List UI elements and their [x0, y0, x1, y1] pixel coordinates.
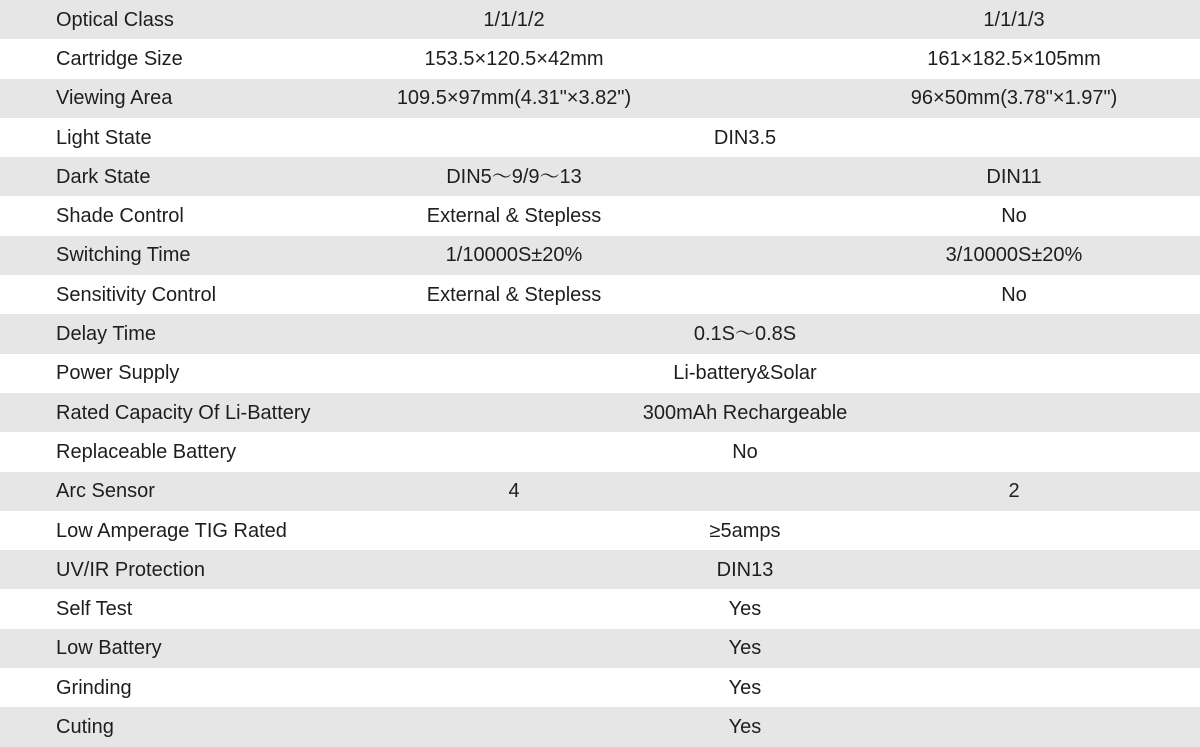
spec-row: [0, 472, 1200, 511]
spec-value-model-b: 1/1/1/3: [828, 0, 1200, 39]
spec-label: Shade Control: [0, 196, 290, 235]
spec-value-model-b: No: [828, 196, 1200, 235]
spec-value-shared: 0.1S～0.8S: [290, 314, 1200, 353]
spec-row: [0, 236, 1200, 275]
column-gap: [738, 0, 828, 39]
column-gap: [738, 472, 828, 511]
column-gap: [738, 157, 828, 196]
spec-value-shared: ≥5amps: [290, 511, 1200, 550]
spec-value-model-b: 161×182.5×105mm: [828, 39, 1200, 78]
spec-row: [0, 39, 1200, 78]
spec-value-model-b: 2: [828, 472, 1200, 511]
spec-row: [0, 589, 1200, 628]
spec-label: Replaceable Battery: [0, 432, 290, 471]
spec-row: [0, 157, 1200, 196]
spec-value-model-b: No: [828, 275, 1200, 314]
spec-label: Delay Time: [0, 314, 290, 353]
spec-label: Low Battery: [0, 629, 290, 668]
spec-row: [0, 668, 1200, 707]
spec-row: [0, 354, 1200, 393]
spec-label: Dark State: [0, 157, 290, 196]
spec-value-shared: DIN3.5: [290, 118, 1200, 157]
spec-row: [0, 629, 1200, 668]
spec-row: [0, 393, 1200, 432]
spec-value-model-b: DIN11: [828, 157, 1200, 196]
spec-label: Grinding: [0, 668, 290, 707]
spec-label: Cuting: [0, 707, 290, 746]
spec-value-model-a: 1/1/1/2: [290, 0, 738, 39]
spec-label: Cartridge Size: [0, 39, 290, 78]
spec-row: [0, 314, 1200, 353]
spec-value-model-a: 1/10000S±20%: [290, 236, 738, 275]
spec-value-shared: Li-battery&Solar: [290, 354, 1200, 393]
spec-label: Low Amperage TIG Rated: [0, 511, 290, 550]
spec-value-model-a: 153.5×120.5×42mm: [290, 39, 738, 78]
spec-value-model-b: 3/10000S±20%: [828, 236, 1200, 275]
spec-value-model-a: External & Stepless: [290, 196, 738, 235]
spec-value-shared: Yes: [290, 629, 1200, 668]
spec-value-model-a: 4: [290, 472, 738, 511]
column-gap: [738, 275, 828, 314]
spec-label: Arc Sensor: [0, 472, 290, 511]
spec-value-shared: Yes: [290, 589, 1200, 628]
spec-row: [0, 707, 1200, 746]
spec-label: Optical Class: [0, 0, 290, 39]
spec-value-shared: 300mAh Rechargeable: [290, 393, 1200, 432]
spec-value-model-b: 96×50mm(3.78"×1.97"): [828, 79, 1200, 118]
spec-value-shared: No: [290, 432, 1200, 471]
spec-value-model-a: 109.5×97mm(4.31"×3.82"): [290, 79, 738, 118]
spec-label: Rated Capacity Of Li-Battery: [0, 393, 290, 432]
spec-label: Sensitivity Control: [0, 275, 290, 314]
spec-row: [0, 196, 1200, 235]
spec-label: Self Test: [0, 589, 290, 628]
column-gap: [738, 39, 828, 78]
spec-row: [0, 275, 1200, 314]
spec-row: [0, 79, 1200, 118]
spec-label: Power Supply: [0, 354, 290, 393]
spec-row: [0, 511, 1200, 550]
spec-label: Light State: [0, 118, 290, 157]
column-gap: [738, 79, 828, 118]
spec-value-shared: DIN13: [290, 550, 1200, 589]
spec-label: Switching Time: [0, 236, 290, 275]
spec-label: Viewing Area: [0, 79, 290, 118]
spec-value-model-a: External & Stepless: [290, 275, 738, 314]
spec-row: [0, 432, 1200, 471]
spec-label: UV/IR Protection: [0, 550, 290, 589]
spec-value-model-a: DIN5～9/9～13: [290, 157, 738, 196]
spec-value-shared: Yes: [290, 707, 1200, 746]
column-gap: [738, 236, 828, 275]
spec-value-shared: Yes: [290, 668, 1200, 707]
spec-row: [0, 550, 1200, 589]
spec-row: [0, 0, 1200, 39]
spec-row: [0, 118, 1200, 157]
column-gap: [738, 196, 828, 235]
